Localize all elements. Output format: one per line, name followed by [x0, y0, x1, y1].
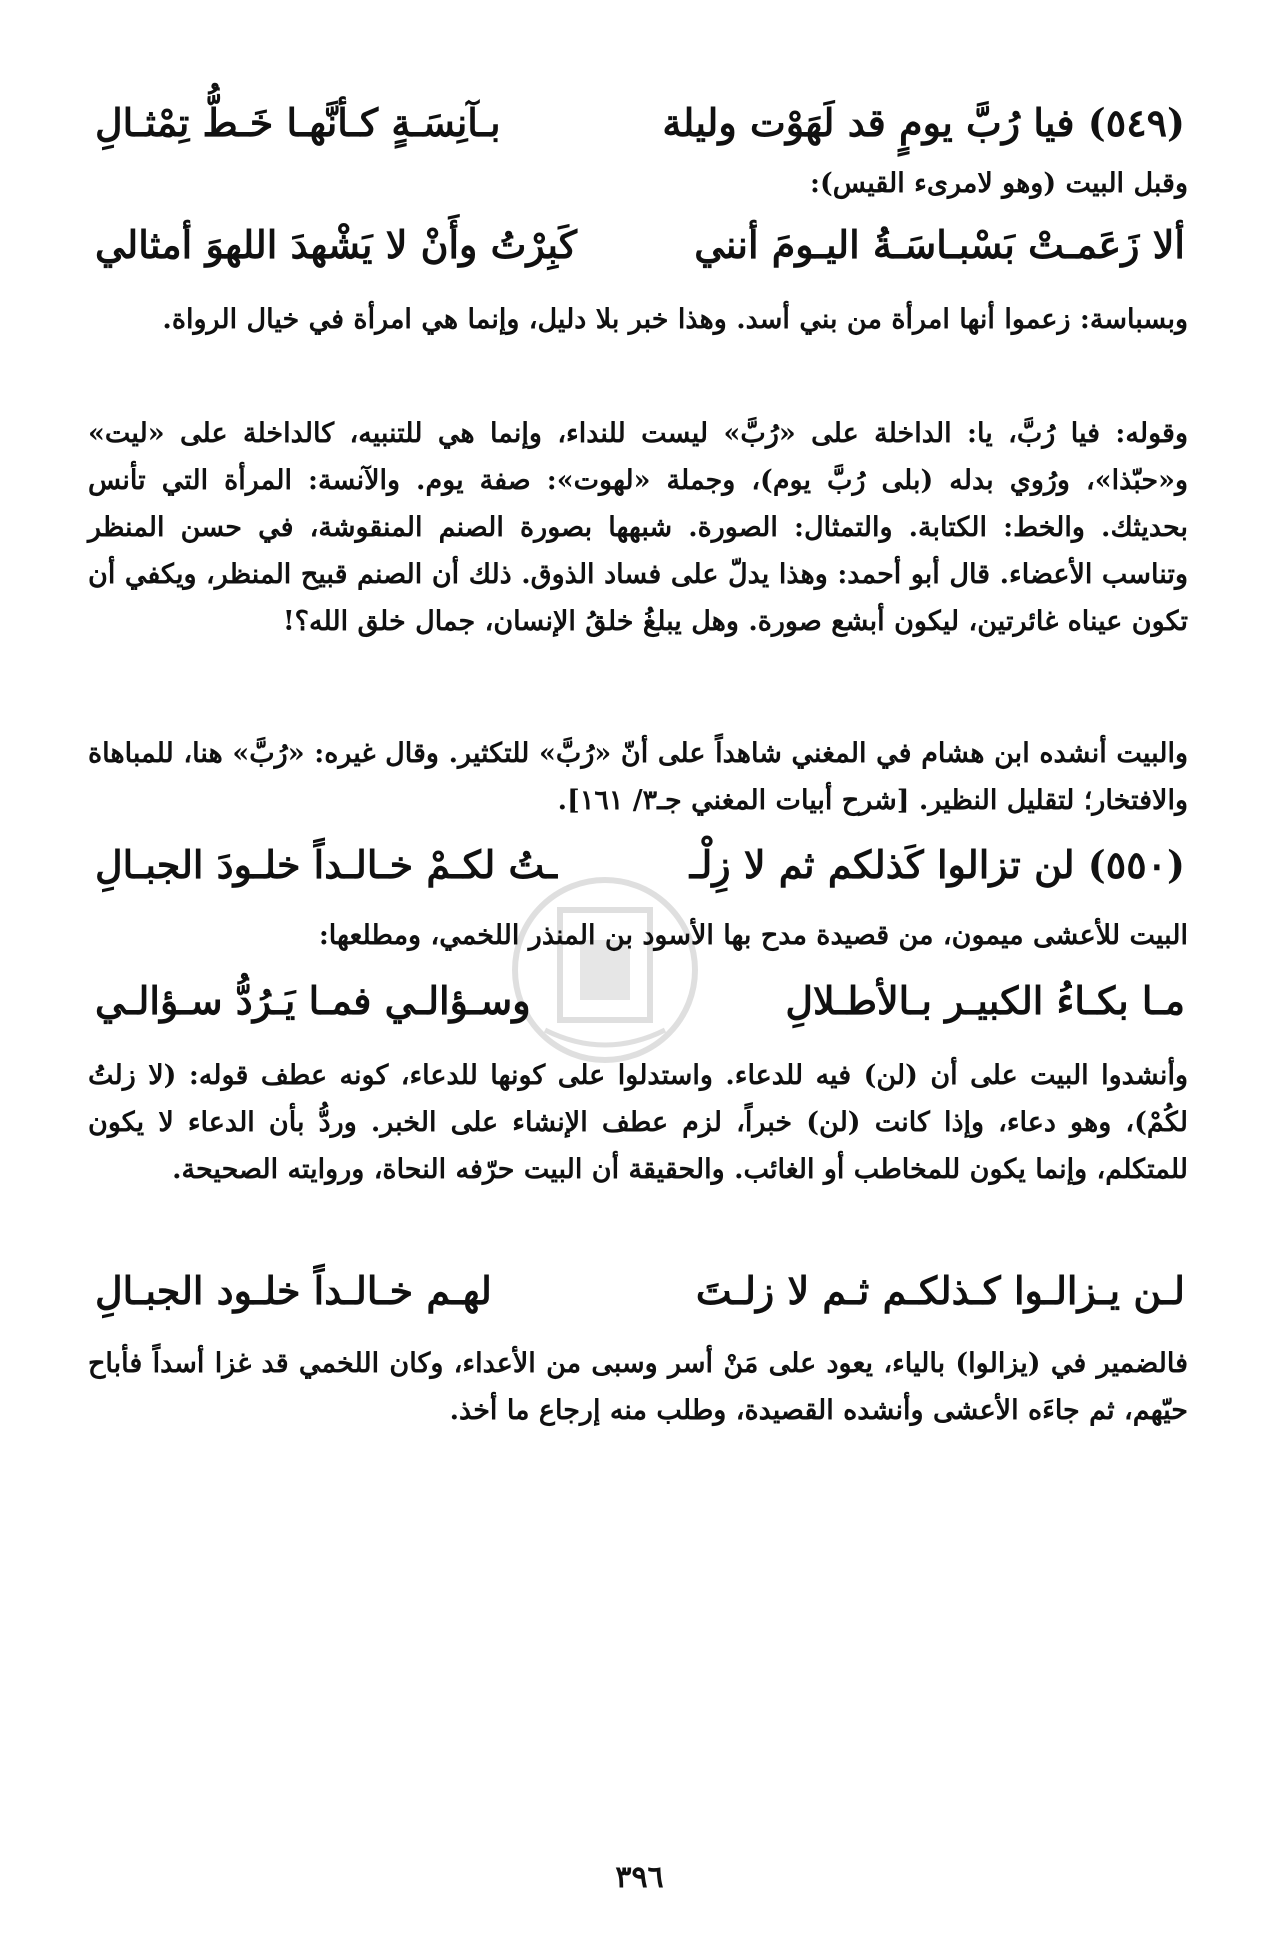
- paragraph-pronoun: فالضمير في (يزالوا) بالياء، يعود على مَنْ أسر وسبى من الأعداء، وكان اللخمي قد غزا أسداً فأباح حيّهم، ثم جاءَه الأعشى وأنشده القصيدة، وطلب منه إرجاع ما أخذ.: [88, 1348, 1188, 1426]
- verse-correct-first-hemistich: لـن يـزالـوا كـذلكـم ثـم لا زلـتَ: [695, 1267, 1185, 1313]
- verse-549-intro: وقبل البيت (وهو لامرىء القيس):: [810, 168, 1188, 199]
- verse-550-first-hemistich: (٥٥٠) لن تزالوا كَذلكم ثم لا زِلْـ: [689, 841, 1185, 887]
- verse-correct-reading: [95, 1258, 1185, 1322]
- page-number: ٣٩٦: [615, 1860, 664, 1895]
- verse-549-first-hemistich: (٥٤٩) فيا رُبَّ يومٍ قد لَهَوْت وليلة: [662, 99, 1185, 145]
- verse-correct-second-hemistich: لهـم خـالـداً خلـود الجبـالِ: [95, 1267, 492, 1313]
- verse-matla: [95, 968, 1185, 1032]
- verse-549: [95, 90, 1185, 154]
- verse-prior-first-hemistich: ألا زَعَمـتْ بَسْبـاسَـةُ اليـومَ أنني: [694, 221, 1185, 267]
- paragraph-lan-dua: وأنشدوا البيت على أن (لن) فيه للدعاء. واستدلوا على كونها للدعاء، كونه عطف قوله: (لا زلتُ لكُمْ)، وهو دعاء، وإذا كانت (لن) خبراً، لزم عطف الإنشاء على الخبر. وردُّ بأن الدعاء لا يكون للمتكلم، وإنما يكون للمخاطب أو الغائب. والحقيقة أن البيت حرّفه النحاة، وروايته الصحيحة.: [88, 1060, 1188, 1185]
- verse-550-intro: البيت للأعشى ميمون، من قصيدة مدح بها الأسود بن المنذر اللخمي، ومطلعها:: [318, 920, 1188, 951]
- verse-matla-second-hemistich: وسـؤالـي فمـا يَـرُدُّ سـؤالـي: [95, 977, 531, 1023]
- verse-prior: [95, 212, 1185, 276]
- verse-549-second-hemistich: بـآنِسَـةٍ كـأنَّهـا خَـطُّ تِمْثـالِ: [95, 99, 501, 145]
- paragraph-ibn-hisham: والبيت أنشده ابن هشام في المغني شاهداً على أنّ «رُبَّ» للتكثير. وقال غيره: «رُبَّ» هنا، للمباهاة والافتخار؛ لتقليل النظير. [شرح أبيات المغني جـ٣/ ١٦١].: [88, 738, 1188, 816]
- verse-550-second-hemistich: ـتُ لكـمْ خـالـداً خلـودَ الجبـالِ: [95, 841, 557, 887]
- paragraph-basbasa: وبسباسة: زعموا أنها امرأة من بني أسد. وهذا خبر بلا دليل، وإنما هي امرأة في خيال الرواة.: [162, 304, 1188, 335]
- verse-prior-second-hemistich: كَبِرْتُ وأَنْ لا يَشْهدَ اللهوَ أمثالي: [95, 221, 577, 267]
- verse-550: [95, 832, 1185, 896]
- paragraph-commentary: وقوله: فيا رُبَّ، يا: الداخلة على «رُبَّ» ليست للنداء، وإنما هي للتنبيه، كالداخلة على «ليت» و«حبّذا»، ورُوي بدله (بلى رُبَّ يوم)، وجملة «لهوت»: صفة يوم. والآنسة: المرأة التي تأنس بحديثك. والخط: الكتابة. والتمثال: الصورة. شبهها بصورة الصنم المنقوشة، في حسن المنظر وتناسب الأعضاء. قال أبو أحمد: وهذا يدلّ على فساد الذوق. ذلك أن الصنم قبيح المنظر، ويكفي أن تكون عيناه غائرتين، ليكون أبشع صورة. وهل يبلغُ خلقُ الإنسان، جمال خلق الله؟!: [88, 418, 1188, 637]
- verse-matla-first-hemistich: مـا بكـاءُ الكبيـر بـالأطـلالِ: [785, 977, 1185, 1023]
